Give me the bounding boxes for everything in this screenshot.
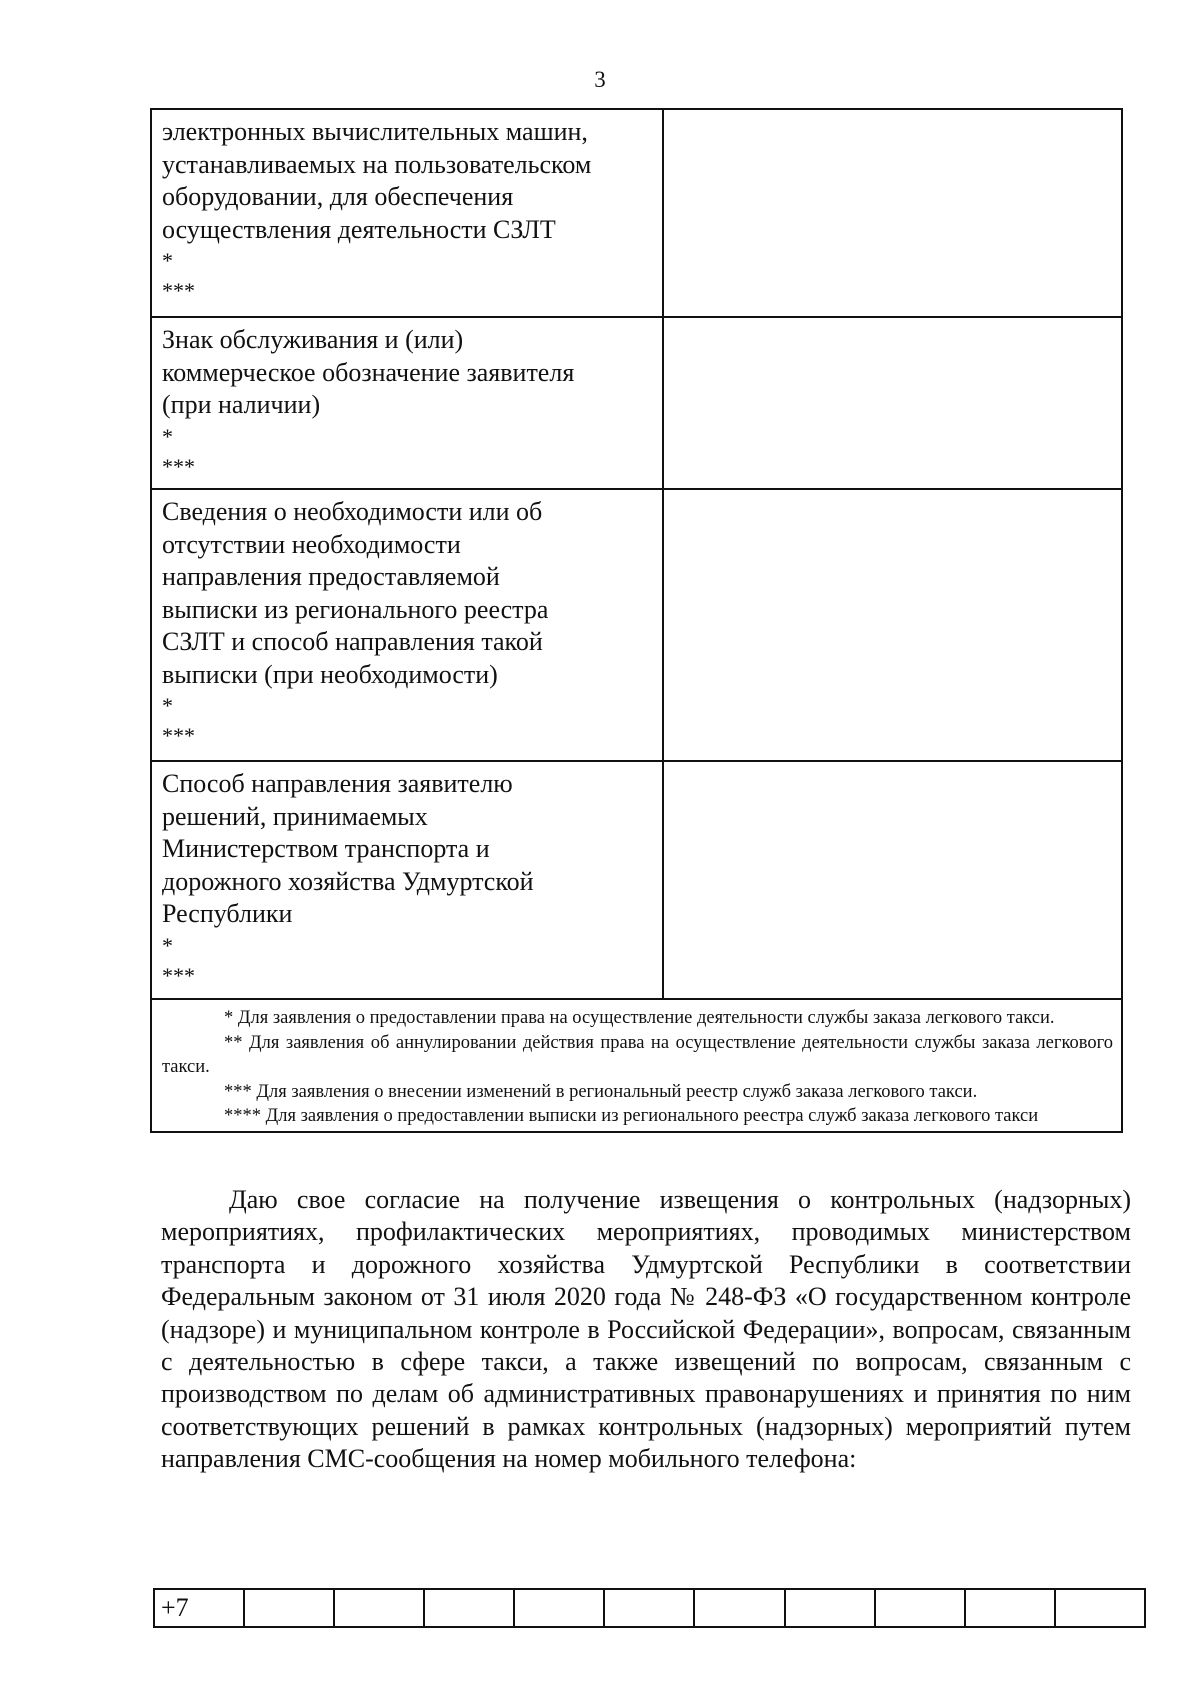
field-label-line: оборудовании, для обеспечения — [162, 182, 514, 211]
field-label-line: коммерческое обозначение заявителя — [162, 357, 575, 387]
table-row — [151, 317, 1122, 489]
field-label-cell — [151, 317, 663, 489]
field-label-line: выписки (при необходимости) — [162, 659, 498, 689]
field-label-line: отсутствии необходимости — [162, 529, 461, 559]
field-label-line: Республики — [162, 899, 293, 928]
footnote-1: * Для заявления о предоставлении права на осуществление деятельности службы заказа легкового такси. — [224, 1008, 1055, 1028]
field-value-cell[interactable] — [663, 317, 1122, 489]
field-label-cell — [151, 761, 663, 999]
phone-digits-row — [154, 1589, 1145, 1627]
field-label-line: дорожного хозяйства Удмуртской — [162, 866, 534, 896]
field-value-cell[interactable] — [663, 761, 1122, 999]
phone-digit-cell[interactable] — [785, 1589, 875, 1627]
table-row — [151, 761, 1122, 999]
phone-number-grid — [153, 1588, 1146, 1628]
footnote-mark: *** — [162, 453, 195, 479]
footnote-mark: * — [162, 248, 173, 273]
field-label-cell — [151, 109, 663, 317]
field-label-line: (при наличии) — [162, 390, 321, 419]
field-value-cell[interactable] — [663, 109, 1122, 317]
phone-digit-cell[interactable] — [694, 1589, 784, 1627]
field-label-line: Знак обслуживания и (или) — [162, 325, 464, 354]
footnote-3: *** Для заявления о внесении изменений в региональный реестр служб заказа легкового такси. — [224, 1081, 978, 1102]
page-number: 3 — [594, 67, 606, 92]
footnote-mark: * — [162, 423, 173, 449]
footnote-4: **** Для заявления о предоставлении выписки из регионального реестра служб заказа легкового такси — [224, 1106, 1039, 1127]
phone-digit-cell[interactable] — [875, 1589, 965, 1627]
application-form-table — [150, 108, 1123, 1133]
footnote-2: ** Для заявления об аннулировании действия права на осуществление деятельности службы заказа легкового такси. — [162, 1032, 1113, 1078]
field-label-line: Сведения о необходимости или об — [162, 497, 543, 526]
footnote-mark: *** — [162, 278, 195, 303]
phone-digit-cell[interactable] — [604, 1589, 694, 1627]
table-row — [151, 109, 1122, 317]
phone-digit-cell[interactable] — [424, 1589, 514, 1627]
field-label-line: направления предоставляемой — [162, 562, 500, 591]
phone-digit-cell[interactable] — [1055, 1589, 1145, 1627]
phone-digit-cell[interactable] — [514, 1589, 604, 1627]
field-label-line: СЗЛТ и способ направления такой — [162, 627, 543, 656]
footnote-mark: *** — [162, 962, 195, 988]
phone-digit-cell[interactable] — [334, 1589, 424, 1627]
field-label-line: устанавливаемых на пользовательском — [162, 149, 592, 179]
footnote-mark: * — [162, 693, 173, 718]
field-label-line: выписки из регионального реестра — [162, 594, 549, 624]
table-row — [151, 489, 1122, 761]
field-label-line: решений, принимаемых — [162, 801, 428, 831]
consent-paragraph: Даю свое согласие на получение извещения о контрольных (надзорных) мероприятиях, профилактических мероприятиях, проводимых министерством транспорта и дорожного хозяйства Удмуртской Республики в соответствии Федеральным законом от 31 июля 2020 года № 248-ФЗ «О государственном контроле (надзоре) и муниципальном контроле в Российской Федерации», вопросам, связанным с деятельностью в сфере такси, а также извещений по вопросам, связанным с производством по делам об административных правонарушениях и принятия по ним соответствующих решений в рамках контрольных (надзорных) мероприятий путем направления СМС-сообщения на номер мобильного телефона: — [161, 1185, 1131, 1474]
field-label-line: осуществления деятельности СЗЛТ — [162, 214, 556, 244]
footnotes-row — [151, 999, 1122, 1132]
footnote-mark: *** — [162, 723, 195, 748]
phone-prefix-cell: +7 — [154, 1589, 244, 1627]
phone-digit-cell[interactable] — [244, 1589, 334, 1627]
footnote-mark: * — [162, 932, 173, 958]
field-label-line: электронных вычислительных машин, — [162, 117, 588, 146]
field-value-cell[interactable] — [663, 489, 1122, 761]
field-label-line: Министерством транспорта и — [162, 834, 490, 863]
footnotes-cell — [151, 999, 1122, 1132]
field-label-cell — [151, 489, 663, 761]
phone-digit-cell[interactable] — [965, 1589, 1055, 1627]
field-label-line: Способ направления заявителю — [162, 769, 513, 798]
